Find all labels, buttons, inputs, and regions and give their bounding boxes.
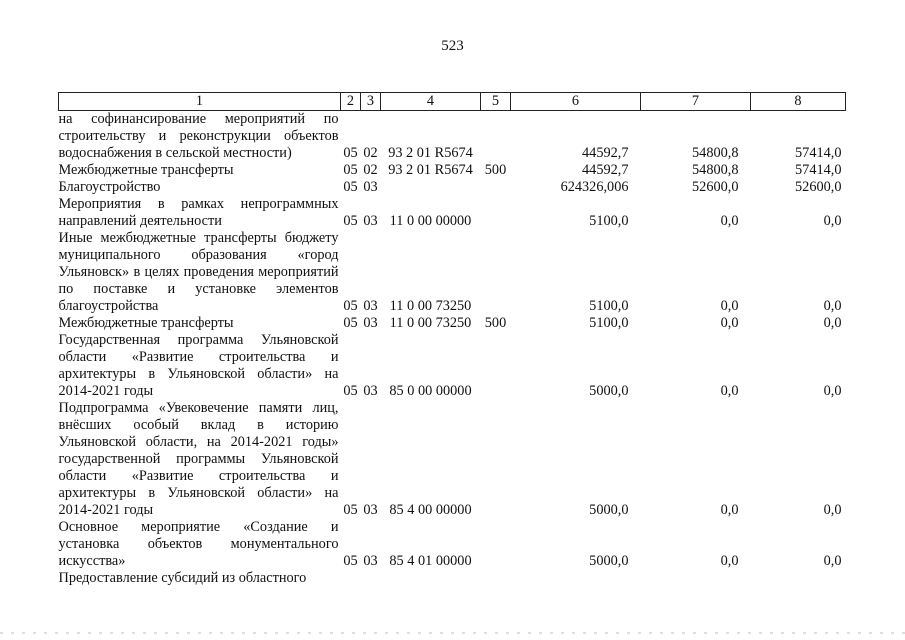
row-name: Иные межбюджетные трансферты бюджету муниципального образования «город Ульяновск» в целях проведения мероприятий по поставке и установке элементов благоустройства [58,230,339,314]
amount-col8: 0,0 [823,553,842,569]
row-name: Основное мероприятие «Создание и установка объектов монументального искусства» [58,519,339,569]
target-article-code: 11 0 00 73250 [389,298,472,314]
section-code: 05 [343,213,358,229]
target-article-code [381,179,481,196]
target-article-code: 93 2 01 R5674 [388,145,473,161]
row-name: на софинансирование мероприятий по строительству и реконструкции объектов водоснабжения в сельской местности) [58,111,339,161]
table-row [59,315,846,332]
amount-col6: 5000,0 [589,383,629,399]
subsection-code: 02 [363,162,378,178]
amount-col8: 52600,0 [795,179,842,195]
section-code [341,570,361,587]
column-header: 4 [381,93,481,111]
subsection-code: 03 [363,553,378,569]
amount-col6: 624326,006 [560,179,629,195]
expense-type-code [481,230,511,315]
amount-col7: 0,0 [720,315,739,331]
amount-col7: 0,0 [720,502,739,518]
column-header: 3 [361,93,381,111]
section-code: 05 [343,179,358,195]
expense-type-code [481,570,511,587]
section-code: 05 [343,145,358,161]
table-row [59,162,846,179]
row-name: Благоустройство [58,179,161,195]
subsection-code: 03 [363,315,378,331]
amount-col8: 0,0 [823,213,842,229]
column-header: 2 [341,93,361,111]
target-article-code: 85 4 01 00000 [389,553,472,569]
expense-type-code [481,179,511,196]
section-code: 05 [343,315,358,331]
amount-col7: 0,0 [720,553,739,569]
amount-col7: 54800,8 [692,145,739,161]
amount-col6: 5100,0 [589,298,629,314]
amount-col8 [751,570,846,587]
row-name: Государственная программа Ульяновской области «Развитие строительства и архитектуры в Ульяновской области» на 2014-2021 годы [58,332,339,399]
subsection-code: 03 [363,179,378,195]
amount-col7: 0,0 [720,298,739,314]
target-article-code: 11 0 00 73250 [389,315,472,331]
section-code: 05 [343,553,358,569]
expense-type-code [481,400,511,519]
target-article-code: 11 0 00 00000 [389,213,472,229]
amount-col6: 5100,0 [589,315,629,331]
expense-type-code [481,332,511,400]
table-header-row [59,93,846,111]
expense-type-code: 500 [484,162,507,178]
amount-col7: 0,0 [720,383,739,399]
row-name: Межбюджетные трансферты [58,162,234,178]
row-name: Подпрограмма «Увековечение памяти лиц, внёсших особый вклад в историю Ульяновской области, на 2014-2021 годы» государственной программы Ульяновской области «Развитие строительства и архитектуры в Ульяновской области» на 2014-2021 годы [58,400,339,518]
table-row [59,400,846,519]
amount-col8: 0,0 [823,502,842,518]
expense-type-code [481,519,511,570]
table-row [59,196,846,230]
target-article-code: 85 0 00 00000 [389,383,472,399]
target-article-code: 93 2 01 R5674 [388,162,473,178]
amount-col7: 0,0 [720,213,739,229]
subsection-code: 03 [363,502,378,518]
target-article-code: 85 4 00 00000 [389,502,472,518]
amount-col7: 52600,0 [692,179,739,195]
expense-type-code [481,111,511,163]
amount-col6: 44592,7 [582,145,629,161]
table-row [59,519,846,570]
subsection-code: 02 [363,145,378,161]
column-header: 7 [641,93,751,111]
section-code: 05 [343,383,358,399]
amount-col7: 54800,8 [692,162,739,178]
amount-col6: 5100,0 [589,213,629,229]
amount-col6 [511,570,641,587]
amount-col6: 44592,7 [582,162,629,178]
amount-col8: 0,0 [823,383,842,399]
column-header: 6 [511,93,641,111]
section-code: 05 [343,298,358,314]
amount-col6: 5000,0 [589,553,629,569]
column-header: 8 [751,93,846,111]
amount-col8: 57414,0 [795,162,842,178]
column-header: 1 [59,93,341,111]
amount-col6: 5000,0 [589,502,629,518]
table-row [59,570,846,587]
amount-col8: 57414,0 [795,145,842,161]
page-number: 523 [441,38,464,54]
table-row [59,230,846,315]
table-row [59,179,846,196]
section-code: 05 [343,162,358,178]
amount-col8: 0,0 [823,298,842,314]
subsection-code [361,570,381,587]
row-name: Мероприятия в рамках непрограммных направлений деятельности [58,196,339,229]
expense-type-code: 500 [484,315,507,331]
subsection-code: 03 [363,383,378,399]
target-article-code [381,570,481,587]
row-name: Межбюджетные трансферты [58,315,234,331]
budget-table [58,92,846,587]
column-header: 5 [481,93,511,111]
expense-type-code [481,196,511,230]
amount-col7 [641,570,751,587]
scan-artifact-line [0,632,905,634]
table-row [59,332,846,400]
table-row [59,111,846,163]
row-name: Предоставление субсидий из областного [58,570,307,586]
amount-col8: 0,0 [823,315,842,331]
section-code: 05 [343,502,358,518]
subsection-code: 03 [363,213,378,229]
subsection-code: 03 [363,298,378,314]
